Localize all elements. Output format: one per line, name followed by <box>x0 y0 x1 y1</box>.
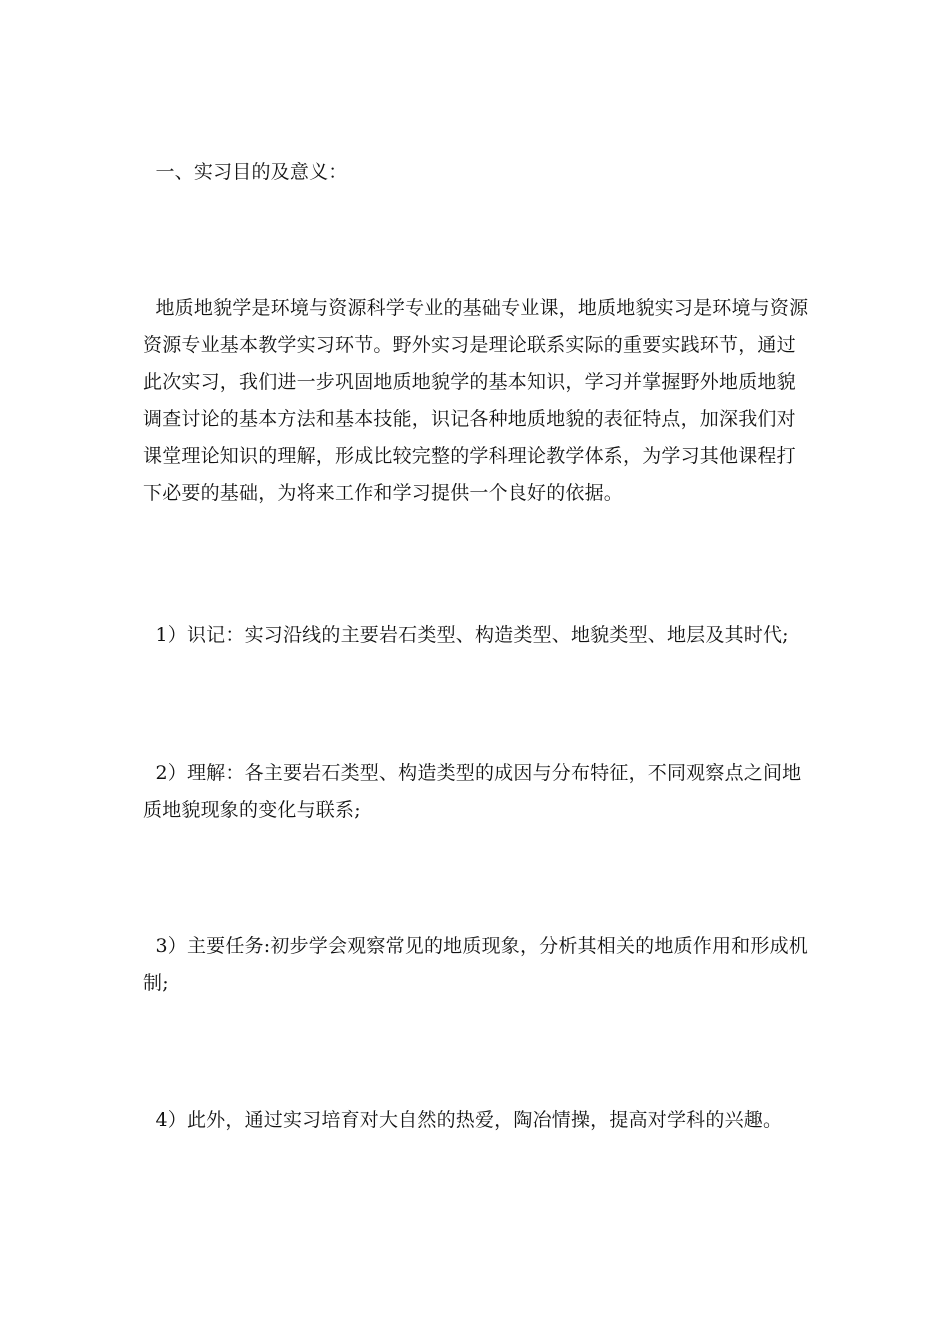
list-item-1 <box>143 617 815 654</box>
intro-line: 资源专业基本教学实习环节。野外实习是理论联系实际的重要实践环节，通过 <box>143 334 796 356</box>
intro-paragraph <box>143 290 815 512</box>
list-item-line: 1）识记：实习沿线的主要岩石类型、构造类型、地貌类型、地层及其时代; <box>143 624 789 646</box>
list-item-2 <box>143 755 815 829</box>
list-item-line: 3）主要任务:初步学会观察常见的地质现象，分析其相关的地质作用和形成机 <box>143 935 808 957</box>
intro-line: 此次实习，我们进一步巩固地质地貌学的基本知识，学习并掌握野外地质地貌 <box>143 371 796 393</box>
intro-line: 课堂理论知识的理解，形成比较完整的学科理论教学体系，为学习其他课程打 <box>143 445 796 467</box>
intro-line: 地质地貌学是环境与资源科学专业的基础专业课，地质地貌实习是环境与资源 <box>143 297 809 319</box>
intro-line: 下必要的基础，为将来工作和学习提供一个良好的依据。 <box>143 482 624 504</box>
list-item-line: 质地貌现象的变化与联系; <box>143 799 361 821</box>
heading-text: 一、实习目的及意义： <box>143 161 348 183</box>
list-item-4 <box>143 1102 815 1139</box>
section-heading <box>143 154 815 191</box>
list-item-line: 2）理解：各主要岩石类型、构造类型的成因与分布特征，不同观察点之间地 <box>143 762 802 784</box>
list-item-line: 4）此外，通过实习培育对大自然的热爱，陶冶情操，提高对学科的兴趣。 <box>143 1109 783 1131</box>
list-item-3 <box>143 928 815 1002</box>
list-item-line: 制; <box>143 972 169 994</box>
intro-line: 调查讨论的基本方法和基本技能，识记各种地质地貌的表征特点，加深我们对 <box>143 408 796 430</box>
